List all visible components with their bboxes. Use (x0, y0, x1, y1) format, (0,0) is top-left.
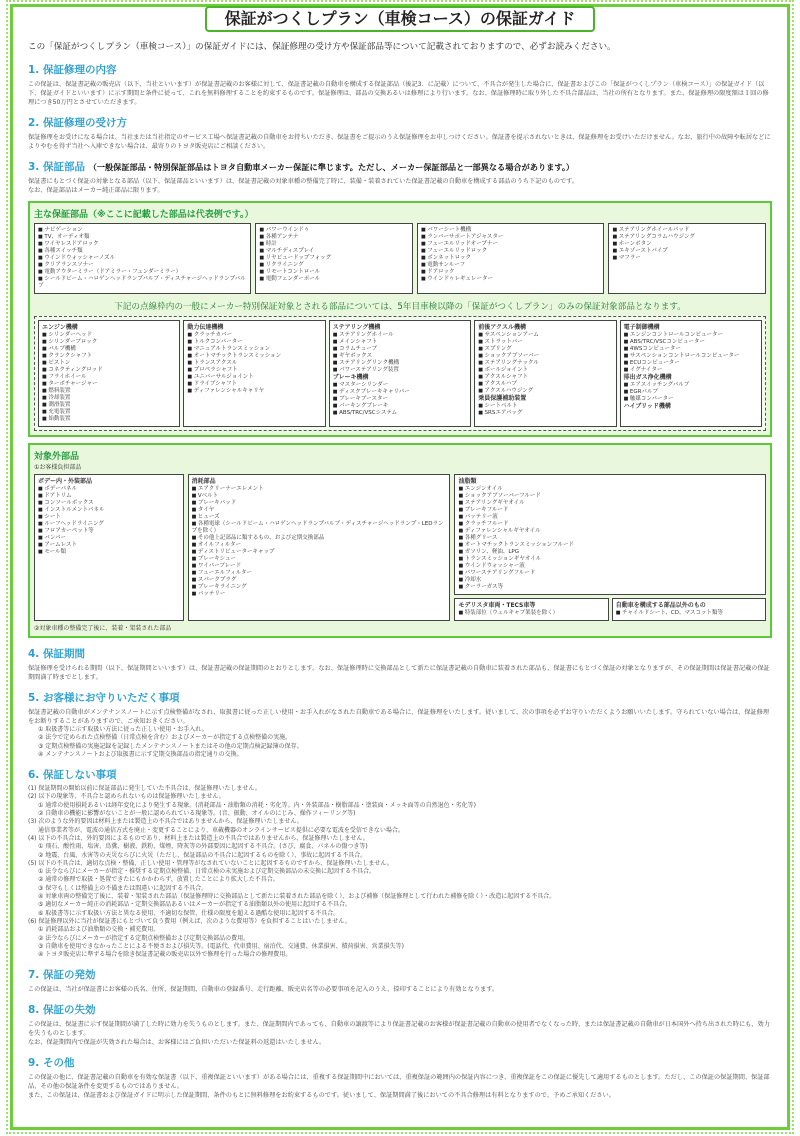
part-item: ■ マフラー (612, 255, 762, 262)
part-item: ■ ステアリングリンク機構 (333, 360, 467, 367)
part-item: ■ シリンダーブロック (42, 339, 176, 346)
excluded-consumables (188, 474, 451, 621)
group-title: 電子制御機構 (623, 324, 660, 331)
part-item: ■ 始動装置 (42, 416, 176, 423)
part-item: ■ パワーステアリング装置 (333, 367, 467, 374)
list-line: ⑤ 適切なメーカー純正の消耗部品・定期交換部品あるいはメーカーが指定する油脂類以外の使用に起因する不具合。 (38, 901, 352, 909)
list-line: ② 法令で定められた点検整備（日常点検を含む）およびメーカーが指定する点検整備の実施。 (38, 734, 292, 742)
part-item: ■ ドアロック (421, 269, 600, 276)
part-item: ■ マルチディスプレイ (259, 248, 409, 255)
part-item: ■ ウインドウォッシャーノズル (38, 255, 247, 262)
excluded-note-1: ①お客様負担部品 (34, 464, 82, 471)
section-8-body: この保証は、保証書に示す保証期間が満了した時に効力を失うものとします。また、保証期間内であっても、自動車の譲渡等により保証書記載のお客様が保証書記載の自動車の使用者でなくなった時、または保証書記載の自動車が日本国外へ持ち出された時にも、効力を失うものとします。 なお、保証期間内で保証が失効された場合は、お客様にはご負担いただいた保証料の返還はいたしません。 (28, 1021, 770, 1047)
part-item: ■ ブレーキブースター (333, 396, 467, 403)
part-item: ■ ドアトリム (38, 493, 180, 500)
list-line: ① 通常の使用損耗あるいは経年変化により発生する現象。(消耗部品・油脂類の消耗・劣化等。内・外装部品・樹脂部品・塗装面・メッキ面等の自然退色・劣化等) (38, 801, 476, 809)
section-2-body: 保証修理をお受けになる場合は、当社または当社指定のサービス工場へ保証書記載の自動車をお持ちいただき、保証書をご提示のうえ保証修理をお申しつけください。保証書を提示されないときは、保証修理をお受けいただけません。なお、旅行中の故障や転居などによりやむを得ず当社へ入庫できない場合は、最寄りのトヨタ販売店にご相談ください。 (28, 134, 771, 150)
excluded-bottom-row (454, 598, 766, 621)
part-item: ■ ディファレンシャルキャリヤ (187, 388, 321, 395)
list-line: ② 地震、台風、水害等の天災ならびに火災（ただし、保証部品の不具合に起因するものを除く）、事故に起因する不具合。 (38, 851, 367, 859)
part-item: ■ スプリング (478, 346, 612, 353)
part-item: ■ エアクリーナーエレメント (192, 486, 447, 493)
part-item: ■ ショックアブソーバー (478, 353, 612, 360)
main-parts-grid (34, 223, 766, 294)
excluded-grid (34, 474, 766, 621)
special-parts-grid (34, 316, 766, 431)
part-item: ■ ユニバーサルジョイント (187, 374, 321, 381)
part-item: ■ 電動サンルーフ (421, 262, 600, 269)
part-item: ■ ステアリングナックル (478, 360, 612, 367)
part-item: ■ エキゾーストパイプ (612, 248, 762, 255)
excluded-right-column (454, 474, 766, 621)
part-item: ■ トランスミッションギヤオイル (458, 556, 762, 563)
part-item: ■ ボンネットロック (421, 255, 600, 262)
part-item: ■ リモートコントロール (259, 269, 409, 276)
excluded-title: 対象外部品 (34, 452, 80, 462)
excluded-model-parts (454, 598, 608, 621)
part-item: ■ 各種アンテナ (259, 234, 409, 241)
section-9-body: この保証の他に、保証書記載の自動車を有効な保証書（以下、重複保証といいます）がある場合には、重複する保証期間中においては、重複保証の範囲内の保証内容につき、重複保証をこの保証に優先して適用するものとします。ただし、この保証の保証期間、保証部品、その他の保証条件を変更するものではありません。 また、この保証は、保証書および保証ガイドに明示した保証期間、条件のもとに無料修理をお約束するものです。従いまして、保証期間満了後においての不具合修理は有料となりますので、予めご承知ください。 (28, 1074, 770, 1100)
part-item: ■ アクスルシャフト (478, 374, 612, 381)
part-item: ■ トランスアクスル (187, 360, 321, 367)
part-item: ■ インストルメントパネル (38, 507, 180, 514)
part-item: ■ ストラットバー (478, 339, 612, 346)
section-7-heading: 7. 保証の発効 (28, 969, 96, 982)
part-item: ■ ワイヤレスドアロック (38, 241, 247, 248)
part-item: ■ フライホイール (42, 374, 176, 381)
main-parts-col-4 (608, 223, 766, 294)
part-item: ■ リクライニング (259, 262, 409, 269)
list-line: ① 取扱書等に示す取扱い方法に従った正しい使用・お手入れ。 (38, 726, 208, 733)
part-item: ■ シールドビーム・ハロゲンヘッドランプバルブ・ディスチャージヘッドランプバルブ (38, 276, 247, 290)
part-item: ■ ブレーキシュー (192, 556, 447, 563)
part-item: ■ ショックアブソーバーフルード (458, 493, 762, 500)
part-item: ■ エンジンオイル (458, 486, 762, 493)
list-line: ① 飛石、酸性雨、塩害、鳥糞、樹液、鉄粉、煤煙、降灰等の外部要因に起因する不具合。(さび、腐食、パネルの傷つき等) (38, 843, 368, 851)
part-item: ■ 充電装置 (42, 409, 176, 416)
list-line: ③ 自動車を使用できなかったことによる不便さおよび損失等。(電話代、代車費用、宿泊代、交通費、休業損害、積荷損害、営業損失等) (38, 942, 404, 950)
special-group (329, 320, 471, 427)
part-item: ■ ナビゲーション (38, 227, 247, 234)
part-item: ■ エンジンコントロールコンピューター (624, 332, 758, 339)
section-3-heading (28, 159, 772, 174)
part-item: ■ ボールジョイント (478, 367, 612, 374)
excluded-note-2: ②対象車種の整備完了後に、装着・架装された部品 (34, 625, 172, 632)
list-line: (5) 以下の不具合は、適切な点検・整備、正しい使用・管理等がなされていないことに起因するものですから、保証修理いたしません。 (28, 859, 393, 867)
part-item: ■ ステアリングギヤオイル (458, 500, 762, 507)
group-title: 前後アクスル機構 (478, 324, 526, 331)
group-title: 油脂類 (458, 478, 477, 485)
part-item: ■ ルーフヘッドライニング (38, 521, 180, 528)
intro-text: この「保証がつくしプラン（車検コース）」の保証ガイドには、保証修理の受け方や保証部品等について記載されておりますので、必ずお読みください。 (28, 42, 616, 52)
group-title: ボデー内・外装部品 (38, 478, 93, 485)
group-title: 乗員保護補助装置 (478, 395, 527, 402)
list-line: ⑥ 取扱書等に示す取扱い方法と異なる使用、不適切な保管、仕様の限度を超える過酷な使用に起因する不具合。 (38, 909, 340, 917)
special-group (620, 320, 762, 427)
part-item: ■ クランクシャフト (42, 353, 176, 360)
part-item: ■ ブレーキフルード (458, 507, 762, 514)
list-line: (1) 保証期間の開始以前に保証部品に発生していた不具合は、保証修理いたしません。 (28, 785, 261, 793)
special-group (38, 320, 180, 427)
part-item: ■ アームレスト (38, 542, 180, 549)
part-item: ■ ターボチャージャー (42, 381, 176, 388)
part-item: ■ 冷却水 (458, 577, 762, 584)
part-item: ■ リヤビュードップフォッグ (259, 255, 409, 262)
special-parts-message: 下記の点線枠内の一般にメーカー特別保証対象とされる部品については、5年目車検以降の「保証がつくしプラン」のみの保証対象部品となります。 (114, 302, 686, 312)
part-item: ■ パーキングブレーキ (333, 403, 467, 410)
list-line: ④ 対象車両の整備完了後に、装着・架装された部品（保証修理時に交換部品として新たに装着された部品を除く）、および補修（保証修理として行われた補修を除く）・改造に起因する不具合。 (38, 893, 556, 901)
special-group (474, 320, 616, 427)
part-item: ■ 潤滑装置 (42, 402, 176, 409)
part-item: ■ 触媒コンバーター (624, 396, 758, 403)
part-item: ■ 時計 (259, 241, 409, 248)
part-item: ■ ディストリビューターキャップ (192, 549, 447, 556)
part-item: ■ メインシャフト (333, 339, 467, 346)
group-title: 自動車を構成する部品以外のもの (615, 602, 706, 609)
section-2-heading: 2. 保証修理の受け方 (28, 117, 127, 129)
part-item: ■ 各種電球（シールドビーム・ハロゲンヘッドランプバルブ・ディスチャージヘッドランプ・LEDランプを除く） (192, 521, 447, 535)
part-item: ■ ヒューズ (192, 514, 447, 521)
part-item: ■ クラッチフルード (458, 521, 762, 528)
part-item: ■ EGRバルブ (624, 389, 758, 396)
list-line: ③ 定期点検整備の実施記録を記録したメンテナンスノートまたはその他の定期点検記録簿の保存。 (38, 742, 303, 750)
list-line: ④ トヨタ販売店に準ずる場合を除き保証書記載の販売店以外で修理を行った場合の修理費用。 (38, 951, 292, 959)
page-title: 保証がつくしプラン（車検コース）の保証ガイド (205, 6, 595, 32)
section-3-title: 3. 保証部品 (28, 161, 85, 173)
part-item: ■ ECUコンピューター (624, 360, 758, 367)
part-item: ■ マスターシリンダー (333, 382, 467, 389)
section-3-body: 保証書にもとづく保証の対象となる部品（以下、保証部品といいます）は、保証書記載の対象車種の整備完了時に、装備・装着されていた保証書記載の自動車を構成する部品のうち下記のものです。 なお、保証部品はメーカー純正部品に限ります。 (28, 178, 579, 194)
part-item: ■ SRSエアバッグ (478, 410, 612, 417)
section-5-body: 保証書記載の自動車がメンテナンスノートに示す点検整備がなされ、取扱書に従った正しい使用・お手入れがなされた自動車である場合に、保証修理をいたします。従いまして、次の事項を必ずお守りいただくようお願いいたします。守られていない場合は、保証修理をお断りすることがありますので、ご承知おきください。 (28, 709, 770, 725)
part-item: ■ タイヤ (192, 507, 447, 514)
section-4-body: 保証修理を受けられる期間（以下、保証期間といいます）は、保証書記載の保証期間のとおりとします。なお、保証修理時に交換部品として新たに保証書記載の自動車に装着された部品も、保証書にもとづく保証の対象となりますが、その保証期間は保証書記載の保証期間満了時までとします。 (28, 665, 770, 681)
part-item: ■ アクスルハウジング (478, 388, 612, 395)
part-item: ■ Vベルト (192, 493, 447, 500)
part-item: ■ ステアリングホイール (333, 332, 467, 339)
part-item: ■ 燃料装置 (42, 388, 176, 395)
part-item: ■ ステアリングコラムハウジング (612, 234, 762, 241)
part-item: ■ 特装部位（ウェルキャブ架装を除く） (458, 610, 604, 617)
part-item: ■ サスペンションアーム (478, 332, 612, 339)
part-item: ■ シート (38, 514, 180, 521)
group-title: エンジン機構 (42, 324, 78, 331)
part-item: ■ パワーウインドゥ (259, 227, 409, 234)
list-line: ④ メンテナンスノートおよび取扱書に示す定期交換部品の指定通りの交換。 (38, 750, 243, 758)
section-1-body: この保証は、保証書記載の販売店（以下、当社といいます）が保証書記載のお客様に対して、保証書記載の自動車を構成する保証部品（後記3．に記載）について、不具合が発生した場合に、保証書およびこの「保証がつくしプラン（車検コース）」の保証ガイド（以下、保証ガイドといいます）に示す期間と条件に従って、これを無料修理することを約束するものです。保証修理は、部品の交換あるいは修理により行います。なお、保証修理時に取り外した不具合部品は、当社の所有となります。また、保証修理の限度額は１回の修理につき50万円とさせていただきます。 (28, 81, 769, 106)
part-item: ■ パワーシート機構 (421, 227, 600, 234)
part-item: ■ コンソールボックス (38, 500, 180, 507)
part-item: ■ 各種スイッチ類 (38, 248, 247, 255)
group-title: ステアリング機構 (332, 324, 381, 331)
part-item: ■ フューエルリッドオープナー (421, 241, 600, 248)
main-parts-col-1 (34, 223, 251, 294)
guide-content (28, 40, 772, 1100)
part-item: ■ その他上記部品に類するもの、および定期交換部品 (192, 535, 447, 542)
section-4-heading: 4. 保証期間 (28, 648, 85, 660)
part-item: ■ ワイパーブレード (192, 563, 447, 570)
list-line: (4) 以下の不具合は、外的要因によるものであり、材料上または製造上の不具合ではありませんから、保証修理いたしません。 (28, 834, 369, 842)
part-item: ■ コラムチューブ (333, 346, 467, 353)
part-item: ■ ギヤボックス (333, 353, 467, 360)
part-item: ■ ブレーキパッド (192, 500, 447, 507)
part-item: ■ 冷却装置 (42, 395, 176, 402)
part-item: ■ クリアランスソナー (38, 262, 247, 269)
part-item: ■ シリンダーヘッド (42, 332, 176, 339)
part-item: ■ プロペラシャフト (187, 367, 321, 374)
part-item: ■ バッテリー液 (458, 514, 762, 521)
list-line: ① 消耗部品および油脂類の交換・補充費用。 (38, 926, 160, 934)
section-5-list (28, 726, 772, 759)
main-parts-col-2 (255, 223, 413, 294)
part-item: ■ エアスイッチングバルブ (624, 382, 758, 389)
list-line: ② 自動車の機能に影響がないことが一般に認められている現象等。(音、振動、オイルのにじみ、操作フィーリング等) (38, 810, 356, 818)
excluded-fluids (454, 474, 766, 595)
part-item: ■ フロアカーペット等 (38, 528, 180, 535)
part-item: ■ バッテリー (192, 591, 447, 598)
section-1-heading: 1. 保証修理の内容 (28, 64, 117, 76)
part-item: ■ ウインドウォッシャー液 (458, 563, 762, 570)
part-item: ■ パワーステアリングフルード (458, 570, 762, 577)
part-item: ■ ディファレンシャルギヤオイル (458, 528, 762, 535)
part-item: ■ ABS/TRC/VSCシステム (333, 410, 467, 417)
part-item: ■ バンパー (38, 535, 180, 542)
group-title: 排出ガス浄化機構 (623, 374, 672, 381)
part-item: ■ クラッチカバー (187, 332, 321, 339)
part-item: ■ フューエルリッドロック (421, 248, 600, 255)
section-3-note: （一般保証部品・特別保証部品はトヨタ自動車メーカー保証に準じます。ただし、メーカー保証部品と一部異なる場合があります。） (88, 162, 575, 172)
part-item: ■ フューエルフィルター (192, 570, 447, 577)
part-item: ■ TV、オーディオ類 (38, 234, 247, 241)
section-6-heading: 6. 保証しない事項 (28, 769, 117, 782)
part-item: ■ オートマチックトランスミッション (187, 353, 321, 360)
part-item: ■ ディスクブレーキキャリパー (333, 389, 467, 396)
section-7-body: この保証は、当社が保証書にお客様の氏名、住所、保証期間、自動車の登録番号、走行距離、販売店名等の必要事項を記入のうえ、捺印することにより有効となります。 (28, 986, 499, 994)
main-parts-col-3 (417, 223, 604, 294)
part-item: ■ ボデーパネル (38, 486, 180, 493)
section-9-heading: 9. その他 (28, 1057, 75, 1070)
part-item: ■ バルブ機構 (42, 346, 176, 353)
part-item: ■ ブレーキライニング (192, 584, 447, 591)
section-6-list (28, 785, 772, 959)
list-line: ③ 保守もしくは整備上の不備または間違いに起因する不具合。 (38, 884, 208, 892)
excluded-body-parts (34, 474, 184, 621)
part-item: ■ チャイルドシート、CD、マスコット類等 (616, 610, 762, 617)
group-title: ブレーキ機構 (332, 374, 369, 381)
part-item: ■ ピストン (42, 360, 176, 367)
part-item: ■ 各種グリース (458, 535, 762, 542)
part-item: ■ マニュアルトランスミッション (187, 346, 321, 353)
list-line: (6) 保証修理以外に当社が保証書にもとづいて負う費用（例えば、次のような費用等）を負担することはいたしません。 (28, 917, 351, 925)
part-item: ■ トルクコンバーター (187, 339, 321, 346)
section-8-heading: 8. 保証の失効 (28, 1004, 96, 1017)
group-title: 動力伝達機構 (187, 324, 224, 331)
part-item: ■ コネクティングロッド (42, 367, 176, 374)
part-item: ■ ドライブシャフト (187, 381, 321, 388)
part-item: ■ ホーンボタン (612, 241, 762, 248)
part-item: ■ モール類 (38, 549, 180, 556)
part-item: ■ クーラーガス等 (458, 584, 762, 591)
list-line: ② 通常の修理で取扱・処置できたにもかかわらず、放置したことにより拡大した不具合。 (38, 876, 279, 884)
part-item: ■ スパークプラグ (192, 577, 447, 584)
part-item: ■ 電動フェンダーポール (259, 276, 409, 283)
part-item: ■ 4WSコンピューター (624, 346, 758, 353)
main-parts-title: 主な保証部品（※ここに記載した部品は代表例です。） (34, 210, 254, 220)
part-item: ■ シートベルト (478, 403, 612, 410)
part-item: ■ ランバーサポートアジャスター (421, 234, 600, 241)
part-item: ■ イグナイター (624, 367, 758, 374)
part-item: ■ ABS/TRC/VSCコンピューター (624, 339, 758, 346)
group-title: 消耗部品 (191, 478, 216, 485)
part-item: ■ サスペンションコントロールコンピューター (624, 353, 758, 360)
list-line: (3) 次のような外的要因は材料上または製造上の不具合ではありませんから、保証修理いたしません。 (28, 818, 303, 826)
excluded-noncar (612, 598, 766, 621)
part-item: ■ ステアリングホイールパッド (612, 227, 762, 234)
special-group (183, 320, 325, 427)
part-item: ■ オイルフィルター (192, 542, 447, 549)
part-item: ■ ガソリン、軽油、LPG (458, 549, 762, 556)
group-title: モデリスタ車両・TECS車等 (458, 602, 536, 609)
warranty-parts-box (28, 201, 772, 437)
list-line: ② 法令ならびにメーカーが指定する定期点検整備および定期交換部品の費用。 (38, 934, 250, 942)
excluded-parts-box (28, 443, 772, 638)
part-item: ■ アクスルハブ (478, 381, 612, 388)
part-item: ■ オートマチックトランスミッションフルード (458, 542, 762, 549)
part-item: ■ ウインドゥレギュレーター (421, 276, 600, 283)
group-title: ハイブリッド機構 (623, 403, 671, 410)
section-5-heading: 5. お客様にお守りいただく事項 (28, 692, 180, 704)
part-item: ■ 電動アウターミラー（ドアミラー・フェンダーミラー） (38, 269, 247, 276)
list-line: ① 法令ならびにメーカーが指定・推奨する定期点検整備、日常点検の未実施および定期交換部品の未交換に起因する不具合。 (38, 868, 376, 876)
list-line: (2) 以下の現象等、不具合と認められないものは保証修理いたしません。 (28, 793, 225, 801)
list-line: 通信事業者等が、電波の通信方式を廃止・変更することにより、車載機器のオンラインサービス提供に必要な電波を受信できない場合。 (38, 826, 404, 834)
